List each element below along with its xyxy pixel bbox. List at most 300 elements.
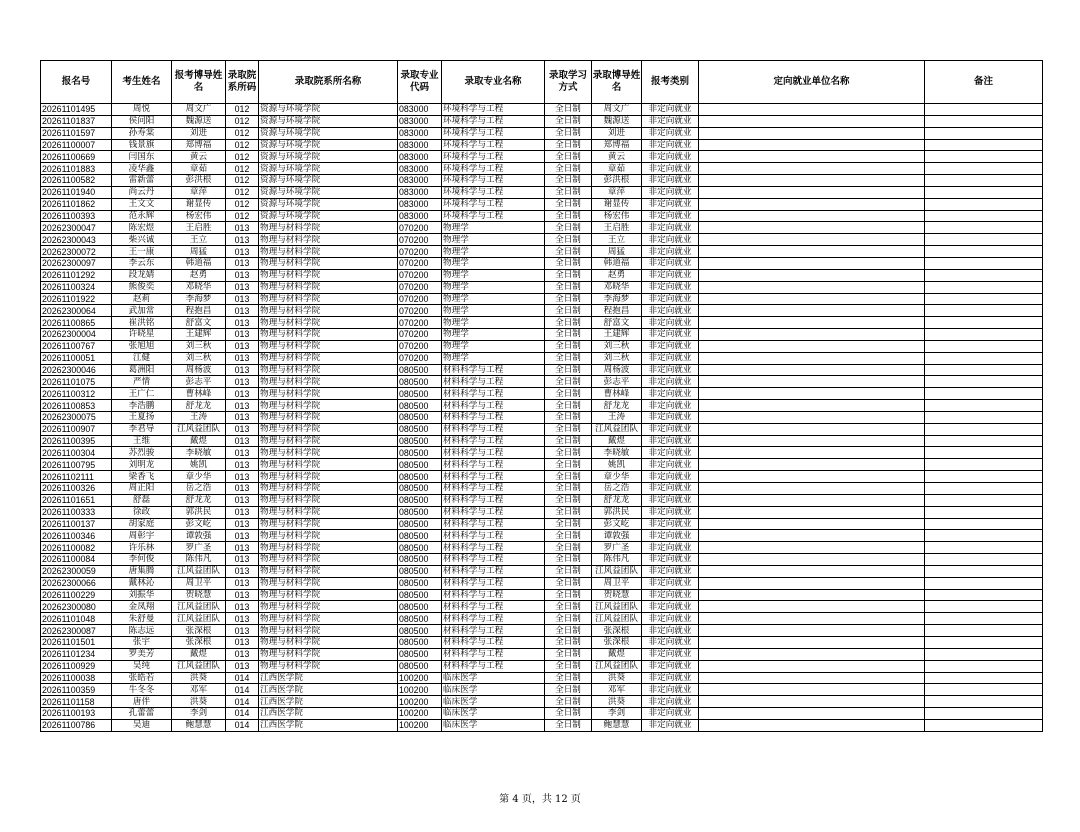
cell-school-code: 012 bbox=[226, 104, 259, 116]
cell-category: 非定向就业 bbox=[642, 246, 699, 258]
table-row bbox=[41, 175, 1043, 187]
header-category: 报考类别 bbox=[642, 61, 699, 104]
table-row bbox=[41, 719, 1043, 731]
cell-category: 非定向就业 bbox=[642, 565, 699, 577]
cell-remarks bbox=[925, 506, 1043, 518]
cell-school-code: 012 bbox=[226, 127, 259, 139]
cell-application-no: 20261101292 bbox=[41, 269, 112, 281]
cell-admitted-supervisor: 刘三秋 bbox=[592, 340, 642, 352]
cell-employer bbox=[699, 447, 925, 459]
cell-employer bbox=[699, 127, 925, 139]
cell-major-code: 070200 bbox=[398, 352, 442, 364]
cell-category: 非定向就业 bbox=[642, 127, 699, 139]
cell-application-no: 20261102111 bbox=[41, 471, 112, 483]
cell-admitted-supervisor: 程抱昌 bbox=[592, 305, 642, 317]
cell-major-name: 环境科学与工程 bbox=[442, 198, 545, 210]
cell-employer bbox=[699, 293, 925, 305]
cell-employer bbox=[699, 175, 925, 187]
cell-applied-supervisor: 周文广 bbox=[172, 104, 226, 116]
cell-admitted-supervisor: 周杨波 bbox=[592, 364, 642, 376]
cell-major-code: 070200 bbox=[398, 293, 442, 305]
cell-school-code: 013 bbox=[226, 234, 259, 246]
cell-major-name: 材料科学与工程 bbox=[442, 400, 545, 412]
table-row bbox=[41, 104, 1043, 116]
cell-school-name: 物理与材料学院 bbox=[259, 459, 398, 471]
table-row bbox=[41, 542, 1043, 554]
cell-study-mode: 全日制 bbox=[545, 317, 592, 329]
cell-major-code: 083000 bbox=[398, 198, 442, 210]
cell-school-name: 资源与环境学院 bbox=[259, 115, 398, 127]
cell-candidate-name: 梁香飞 bbox=[112, 471, 172, 483]
cell-school-code: 013 bbox=[226, 222, 259, 234]
cell-major-name: 物理学 bbox=[442, 329, 545, 341]
cell-study-mode: 全日制 bbox=[545, 388, 592, 400]
cell-remarks bbox=[925, 471, 1043, 483]
table-row bbox=[41, 684, 1043, 696]
cell-remarks bbox=[925, 151, 1043, 163]
cell-employer bbox=[699, 222, 925, 234]
cell-study-mode: 全日制 bbox=[545, 423, 592, 435]
cell-employer bbox=[699, 151, 925, 163]
cell-major-name: 物理学 bbox=[442, 281, 545, 293]
cell-school-name: 物理与材料学院 bbox=[259, 542, 398, 554]
cell-school-name: 物理与材料学院 bbox=[259, 234, 398, 246]
cell-major-name: 材料科学与工程 bbox=[442, 648, 545, 660]
cell-category: 非定向就业 bbox=[642, 518, 699, 530]
cell-admitted-supervisor: 曹林峰 bbox=[592, 388, 642, 400]
cell-employer bbox=[699, 625, 925, 637]
cell-school-name: 物理与材料学院 bbox=[259, 352, 398, 364]
cell-study-mode: 全日制 bbox=[545, 648, 592, 660]
cell-study-mode: 全日制 bbox=[545, 565, 592, 577]
cell-school-code: 013 bbox=[226, 518, 259, 530]
cell-category: 非定向就业 bbox=[642, 471, 699, 483]
cell-school-code: 013 bbox=[226, 388, 259, 400]
admission-table bbox=[40, 60, 1043, 732]
cell-school-name: 物理与材料学院 bbox=[259, 269, 398, 281]
cell-school-code: 013 bbox=[226, 257, 259, 269]
cell-admitted-supervisor: 贺晓慧 bbox=[592, 589, 642, 601]
cell-employer bbox=[699, 577, 925, 589]
cell-application-no: 20261100051 bbox=[41, 352, 112, 364]
cell-school-code: 013 bbox=[226, 352, 259, 364]
cell-remarks bbox=[925, 636, 1043, 648]
cell-employer bbox=[699, 636, 925, 648]
cell-category: 非定向就业 bbox=[642, 269, 699, 281]
cell-major-code: 070200 bbox=[398, 305, 442, 317]
cell-applied-supervisor: 罗广圣 bbox=[172, 542, 226, 554]
cell-employer bbox=[699, 601, 925, 613]
cell-major-name: 材料科学与工程 bbox=[442, 494, 545, 506]
cell-applied-supervisor: 章少华 bbox=[172, 471, 226, 483]
cell-school-name: 资源与环境学院 bbox=[259, 186, 398, 198]
cell-remarks bbox=[925, 198, 1043, 210]
cell-candidate-name: 张旭旭 bbox=[112, 340, 172, 352]
cell-remarks bbox=[925, 175, 1043, 187]
cell-study-mode: 全日制 bbox=[545, 696, 592, 708]
table-row bbox=[41, 234, 1043, 246]
cell-major-name: 材料科学与工程 bbox=[442, 364, 545, 376]
cell-remarks bbox=[925, 483, 1043, 495]
table-row bbox=[41, 589, 1043, 601]
cell-major-code: 080500 bbox=[398, 423, 442, 435]
cell-major-code: 083000 bbox=[398, 139, 442, 151]
cell-major-code: 083000 bbox=[398, 210, 442, 222]
cell-candidate-name: 周悦 bbox=[112, 104, 172, 116]
cell-school-name: 资源与环境学院 bbox=[259, 163, 398, 175]
cell-admitted-supervisor: 黄云 bbox=[592, 151, 642, 163]
cell-candidate-name: 戴林沁 bbox=[112, 577, 172, 589]
cell-employer bbox=[699, 376, 925, 388]
cell-category: 非定向就业 bbox=[642, 210, 699, 222]
cell-remarks bbox=[925, 565, 1043, 577]
cell-study-mode: 全日制 bbox=[545, 163, 592, 175]
cell-category: 非定向就业 bbox=[642, 660, 699, 672]
table-row bbox=[41, 329, 1043, 341]
cell-study-mode: 全日制 bbox=[545, 127, 592, 139]
cell-candidate-name: 王维 bbox=[112, 435, 172, 447]
cell-application-no: 20261101837 bbox=[41, 115, 112, 127]
cell-school-name: 江西医学院 bbox=[259, 719, 398, 731]
cell-category: 非定向就业 bbox=[642, 708, 699, 720]
cell-category: 非定向就业 bbox=[642, 411, 699, 423]
cell-major-code: 070200 bbox=[398, 329, 442, 341]
cell-school-code: 013 bbox=[226, 506, 259, 518]
cell-major-code: 083000 bbox=[398, 127, 442, 139]
cell-major-code: 100200 bbox=[398, 672, 442, 684]
cell-candidate-name: 李云东 bbox=[112, 257, 172, 269]
cell-major-name: 材料科学与工程 bbox=[442, 518, 545, 530]
cell-category: 非定向就业 bbox=[642, 340, 699, 352]
cell-category: 非定向就业 bbox=[642, 530, 699, 542]
cell-application-no: 20261101048 bbox=[41, 613, 112, 625]
cell-admitted-supervisor: 戴煜 bbox=[592, 435, 642, 447]
cell-school-code: 014 bbox=[226, 719, 259, 731]
cell-major-name: 环境科学与工程 bbox=[442, 163, 545, 175]
cell-admitted-supervisor: 江风益团队 bbox=[592, 613, 642, 625]
cell-category: 非定向就业 bbox=[642, 222, 699, 234]
cell-admitted-supervisor: 江风益团队 bbox=[592, 423, 642, 435]
cell-admitted-supervisor: 魏源送 bbox=[592, 115, 642, 127]
cell-admitted-supervisor: 李剑 bbox=[592, 708, 642, 720]
cell-application-no: 20261100359 bbox=[41, 684, 112, 696]
cell-application-no: 20262300075 bbox=[41, 411, 112, 423]
cell-school-code: 013 bbox=[226, 423, 259, 435]
cell-application-no: 20262300059 bbox=[41, 565, 112, 577]
cell-school-code: 012 bbox=[226, 175, 259, 187]
cell-major-name: 物理学 bbox=[442, 246, 545, 258]
cell-major-name: 环境科学与工程 bbox=[442, 139, 545, 151]
header-major-code: 录取专业代码 bbox=[398, 61, 442, 104]
table-row bbox=[41, 601, 1043, 613]
cell-category: 非定向就业 bbox=[642, 151, 699, 163]
cell-study-mode: 全日制 bbox=[545, 554, 592, 566]
cell-school-name: 物理与材料学院 bbox=[259, 435, 398, 447]
cell-remarks bbox=[925, 459, 1043, 471]
cell-application-no: 20261100669 bbox=[41, 151, 112, 163]
cell-applied-supervisor: 彭志平 bbox=[172, 376, 226, 388]
cell-employer bbox=[699, 329, 925, 341]
cell-major-code: 080500 bbox=[398, 471, 442, 483]
cell-admitted-supervisor: 江风益团队 bbox=[592, 601, 642, 613]
cell-applied-supervisor: 舒龙龙 bbox=[172, 400, 226, 412]
cell-major-code: 080500 bbox=[398, 542, 442, 554]
cell-major-code: 083000 bbox=[398, 104, 442, 116]
cell-application-no: 20261101922 bbox=[41, 293, 112, 305]
cell-candidate-name: 赵莉 bbox=[112, 293, 172, 305]
cell-candidate-name: 侯问阳 bbox=[112, 115, 172, 127]
table-row bbox=[41, 186, 1043, 198]
cell-school-name: 物理与材料学院 bbox=[259, 222, 398, 234]
cell-application-no: 20261100395 bbox=[41, 435, 112, 447]
cell-employer bbox=[699, 210, 925, 222]
cell-school-code: 013 bbox=[226, 376, 259, 388]
cell-applied-supervisor: 王建辉 bbox=[172, 329, 226, 341]
table-row bbox=[41, 435, 1043, 447]
cell-major-code: 070200 bbox=[398, 317, 442, 329]
cell-remarks bbox=[925, 340, 1043, 352]
cell-candidate-name: 许乐林 bbox=[112, 542, 172, 554]
cell-applied-supervisor: 周杨波 bbox=[172, 364, 226, 376]
cell-school-code: 013 bbox=[226, 293, 259, 305]
cell-category: 非定向就业 bbox=[642, 625, 699, 637]
cell-remarks bbox=[925, 708, 1043, 720]
cell-employer bbox=[699, 115, 925, 127]
cell-study-mode: 全日制 bbox=[545, 115, 592, 127]
cell-admitted-supervisor: 王涛 bbox=[592, 411, 642, 423]
cell-school-name: 物理与材料学院 bbox=[259, 494, 398, 506]
cell-major-name: 材料科学与工程 bbox=[442, 376, 545, 388]
cell-school-code: 014 bbox=[226, 672, 259, 684]
cell-candidate-name: 吴纯 bbox=[112, 660, 172, 672]
table-row bbox=[41, 613, 1043, 625]
table-row bbox=[41, 317, 1043, 329]
cell-study-mode: 全日制 bbox=[545, 506, 592, 518]
cell-application-no: 20262300097 bbox=[41, 257, 112, 269]
cell-school-name: 资源与环境学院 bbox=[259, 127, 398, 139]
cell-admitted-supervisor: 舒龙龙 bbox=[592, 494, 642, 506]
cell-school-name: 资源与环境学院 bbox=[259, 175, 398, 187]
cell-study-mode: 全日制 bbox=[545, 589, 592, 601]
cell-admitted-supervisor: 周文广 bbox=[592, 104, 642, 116]
cell-remarks bbox=[925, 601, 1043, 613]
cell-remarks bbox=[925, 696, 1043, 708]
cell-school-code: 013 bbox=[226, 246, 259, 258]
cell-candidate-name: 刘明龙 bbox=[112, 459, 172, 471]
header-applied-supervisor: 报考博导姓名 bbox=[172, 61, 226, 104]
cell-admitted-supervisor: 洪葵 bbox=[592, 672, 642, 684]
cell-candidate-name: 王广仁 bbox=[112, 388, 172, 400]
cell-study-mode: 全日制 bbox=[545, 660, 592, 672]
table-row bbox=[41, 411, 1043, 423]
cell-admitted-supervisor: 彭洪根 bbox=[592, 175, 642, 187]
cell-remarks bbox=[925, 364, 1043, 376]
cell-applied-supervisor: 张深根 bbox=[172, 625, 226, 637]
cell-application-no: 20262300043 bbox=[41, 234, 112, 246]
cell-admitted-supervisor: 江风益团队 bbox=[592, 660, 642, 672]
cell-major-name: 物理学 bbox=[442, 269, 545, 281]
cell-admitted-supervisor: 张深根 bbox=[592, 636, 642, 648]
table-row bbox=[41, 518, 1043, 530]
cell-applied-supervisor: 鲍慧慧 bbox=[172, 719, 226, 731]
table-row bbox=[41, 459, 1043, 471]
cell-candidate-name: 许晓星 bbox=[112, 329, 172, 341]
table-row bbox=[41, 198, 1043, 210]
cell-application-no: 20262300066 bbox=[41, 577, 112, 589]
table-row bbox=[41, 269, 1043, 281]
table-row bbox=[41, 257, 1043, 269]
cell-category: 非定向就业 bbox=[642, 257, 699, 269]
cell-major-code: 083000 bbox=[398, 186, 442, 198]
cell-major-name: 材料科学与工程 bbox=[442, 554, 545, 566]
cell-major-code: 080500 bbox=[398, 530, 442, 542]
cell-remarks bbox=[925, 494, 1043, 506]
cell-employer bbox=[699, 518, 925, 530]
cell-applied-supervisor: 姚凯 bbox=[172, 459, 226, 471]
cell-major-name: 材料科学与工程 bbox=[442, 636, 545, 648]
cell-remarks bbox=[925, 269, 1043, 281]
cell-candidate-name: 周彰宇 bbox=[112, 530, 172, 542]
cell-school-code: 013 bbox=[226, 625, 259, 637]
cell-employer bbox=[699, 613, 925, 625]
cell-major-name: 环境科学与工程 bbox=[442, 104, 545, 116]
cell-category: 非定向就业 bbox=[642, 459, 699, 471]
cell-school-code: 012 bbox=[226, 151, 259, 163]
cell-category: 非定向就业 bbox=[642, 648, 699, 660]
cell-candidate-name: 柴兴诚 bbox=[112, 234, 172, 246]
cell-study-mode: 全日制 bbox=[545, 281, 592, 293]
cell-school-name: 江西医学院 bbox=[259, 696, 398, 708]
cell-employer bbox=[699, 684, 925, 696]
cell-school-code: 013 bbox=[226, 281, 259, 293]
cell-school-name: 物理与材料学院 bbox=[259, 577, 398, 589]
cell-study-mode: 全日制 bbox=[545, 186, 592, 198]
table-row bbox=[41, 293, 1043, 305]
cell-applied-supervisor: 江风益团队 bbox=[172, 660, 226, 672]
cell-category: 非定向就业 bbox=[642, 447, 699, 459]
cell-candidate-name: 舒磊 bbox=[112, 494, 172, 506]
cell-application-no: 20262300072 bbox=[41, 246, 112, 258]
cell-major-code: 080500 bbox=[398, 636, 442, 648]
cell-major-name: 物理学 bbox=[442, 293, 545, 305]
cell-school-code: 012 bbox=[226, 163, 259, 175]
cell-major-code: 083000 bbox=[398, 175, 442, 187]
cell-study-mode: 全日制 bbox=[545, 601, 592, 613]
cell-school-name: 物理与材料学院 bbox=[259, 636, 398, 648]
cell-application-no: 20261100193 bbox=[41, 708, 112, 720]
cell-candidate-name: 刘振华 bbox=[112, 589, 172, 601]
cell-school-name: 资源与环境学院 bbox=[259, 210, 398, 222]
cell-major-name: 材料科学与工程 bbox=[442, 483, 545, 495]
cell-major-name: 材料科学与工程 bbox=[442, 530, 545, 542]
cell-admitted-supervisor: 周猛 bbox=[592, 246, 642, 258]
cell-school-name: 物理与材料学院 bbox=[259, 257, 398, 269]
cell-category: 非定向就业 bbox=[642, 696, 699, 708]
cell-major-code: 070200 bbox=[398, 234, 442, 246]
cell-category: 非定向就业 bbox=[642, 684, 699, 696]
cell-application-no: 20262300047 bbox=[41, 222, 112, 234]
cell-school-name: 物理与材料学院 bbox=[259, 293, 398, 305]
cell-applied-supervisor: 郭洪民 bbox=[172, 506, 226, 518]
cell-admitted-supervisor: 李海梦 bbox=[592, 293, 642, 305]
cell-admitted-supervisor: 鲍慧慧 bbox=[592, 719, 642, 731]
cell-major-name: 临床医学 bbox=[442, 696, 545, 708]
cell-major-code: 080500 bbox=[398, 411, 442, 423]
cell-school-name: 物理与材料学院 bbox=[259, 471, 398, 483]
cell-major-name: 环境科学与工程 bbox=[442, 186, 545, 198]
cell-school-code: 013 bbox=[226, 305, 259, 317]
cell-category: 非定向就业 bbox=[642, 186, 699, 198]
cell-category: 非定向就业 bbox=[642, 719, 699, 731]
cell-study-mode: 全日制 bbox=[545, 613, 592, 625]
cell-admitted-supervisor: 洪葵 bbox=[592, 696, 642, 708]
cell-admitted-supervisor: 江风益团队 bbox=[592, 565, 642, 577]
cell-remarks bbox=[925, 186, 1043, 198]
cell-major-name: 材料科学与工程 bbox=[442, 542, 545, 554]
table-row bbox=[41, 483, 1043, 495]
cell-employer bbox=[699, 234, 925, 246]
cell-applied-supervisor: 岳之浩 bbox=[172, 483, 226, 495]
cell-major-code: 080500 bbox=[398, 483, 442, 495]
cell-admitted-supervisor: 舒富文 bbox=[592, 317, 642, 329]
cell-major-code: 080500 bbox=[398, 648, 442, 660]
cell-category: 非定向就业 bbox=[642, 636, 699, 648]
cell-remarks bbox=[925, 660, 1043, 672]
cell-study-mode: 全日制 bbox=[545, 471, 592, 483]
cell-school-name: 江西医学院 bbox=[259, 672, 398, 684]
cell-school-name: 资源与环境学院 bbox=[259, 198, 398, 210]
cell-major-code: 080500 bbox=[398, 494, 442, 506]
cell-remarks bbox=[925, 435, 1043, 447]
cell-major-name: 环境科学与工程 bbox=[442, 115, 545, 127]
cell-category: 非定向就业 bbox=[642, 293, 699, 305]
cell-application-no: 20261100907 bbox=[41, 423, 112, 435]
cell-employer bbox=[699, 423, 925, 435]
cell-candidate-name: 凌华鑫 bbox=[112, 163, 172, 175]
cell-application-no: 20261100393 bbox=[41, 210, 112, 222]
cell-admitted-supervisor: 张深根 bbox=[592, 625, 642, 637]
cell-applied-supervisor: 张深根 bbox=[172, 636, 226, 648]
cell-applied-supervisor: 章茹 bbox=[172, 163, 226, 175]
cell-application-no: 20261101597 bbox=[41, 127, 112, 139]
cell-major-name: 物理学 bbox=[442, 234, 545, 246]
cell-major-code: 070200 bbox=[398, 257, 442, 269]
cell-major-name: 物理学 bbox=[442, 257, 545, 269]
cell-application-no: 20261100229 bbox=[41, 589, 112, 601]
table-row bbox=[41, 506, 1043, 518]
cell-applied-supervisor: 江风益团队 bbox=[172, 613, 226, 625]
cell-study-mode: 全日制 bbox=[545, 435, 592, 447]
cell-school-code: 013 bbox=[226, 554, 259, 566]
cell-major-code: 080500 bbox=[398, 400, 442, 412]
cell-major-name: 材料科学与工程 bbox=[442, 447, 545, 459]
cell-category: 非定向就业 bbox=[642, 317, 699, 329]
cell-school-name: 江西医学院 bbox=[259, 684, 398, 696]
cell-remarks bbox=[925, 210, 1043, 222]
cell-major-name: 临床医学 bbox=[442, 719, 545, 731]
cell-candidate-name: 雷新蕾 bbox=[112, 175, 172, 187]
cell-application-no: 20261100333 bbox=[41, 506, 112, 518]
cell-remarks bbox=[925, 222, 1043, 234]
cell-major-name: 材料科学与工程 bbox=[442, 411, 545, 423]
table-row bbox=[41, 530, 1043, 542]
cell-study-mode: 全日制 bbox=[545, 530, 592, 542]
cell-applied-supervisor: 李晓敏 bbox=[172, 447, 226, 459]
cell-admitted-supervisor: 岳之浩 bbox=[592, 483, 642, 495]
cell-applied-supervisor: 魏源送 bbox=[172, 115, 226, 127]
cell-school-code: 014 bbox=[226, 696, 259, 708]
cell-employer bbox=[699, 281, 925, 293]
